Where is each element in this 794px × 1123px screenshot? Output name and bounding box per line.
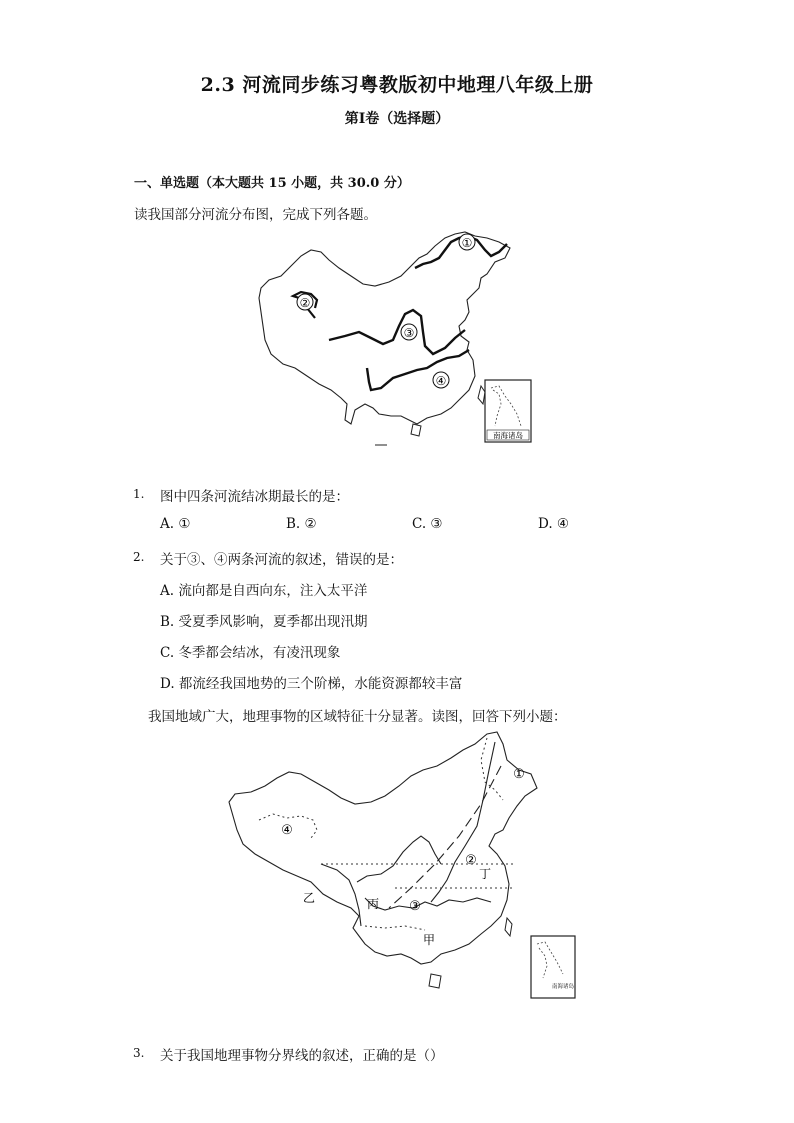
china-outline-2 (229, 732, 537, 964)
intro-text-2: 我国地域广大，地理事物的区域特征十分显著。读图，回答下列小题： (148, 709, 567, 725)
map2-label-jia: 甲 (422, 933, 436, 947)
q3-number: 3. (133, 1046, 145, 1060)
q2-text: 关于③、④两条河流的叙述，错误的是： (160, 552, 403, 568)
taiwan-island-2 (505, 918, 512, 936)
document-title: 2.3 河流同步练习粤教版初中地理八年级上册 (200, 74, 594, 96)
q1-option-b[interactable]: B. ② (286, 516, 317, 532)
q1-option-c[interactable]: C. ③ (412, 516, 443, 532)
river-4 (367, 350, 469, 390)
q3-text: 关于我国地理事物分界线的叙述，正确的是（） (160, 1048, 444, 1064)
q1-number: 1. (133, 487, 145, 501)
q2-number: 2. (133, 550, 145, 564)
map2-label-bing: 丙 (366, 897, 380, 911)
q1-option-d[interactable]: D. ④ (538, 516, 570, 532)
china-rivers-map (255, 228, 545, 453)
map1-label-4: ④ (435, 374, 447, 388)
hainan-island (411, 424, 421, 436)
map2-label-2: ② (465, 853, 477, 868)
map1-inset-label: 南海诸岛 (493, 431, 523, 440)
hainan-island-2 (429, 974, 441, 988)
q2-option-d[interactable]: D. 都流经我国地势的三个阶梯，水能资源都较丰富 (160, 676, 463, 692)
map2-label-ding: 丁 (478, 867, 492, 881)
china-outline (259, 232, 510, 424)
map2-inset-label: 南海诸岛 (551, 984, 575, 990)
south-china-sea-inset-2 (531, 936, 575, 998)
map1-label-3: ③ (403, 326, 415, 340)
intro-text-1: 读我国部分河流分布图，完成下列各题。 (134, 207, 377, 223)
china-regions-map (225, 730, 585, 1005)
map2-label-4: ④ (281, 823, 293, 838)
map1-label-1: ① (461, 236, 473, 250)
q2-option-a[interactable]: A. 流向都是自西向东，注入太平洋 (160, 583, 368, 599)
south-china-sea-inset (485, 380, 531, 442)
q1-text: 图中四条河流结冰期最长的是： (160, 489, 349, 505)
section-heading: 一、单选题（本大题共 15 小题，共 30.0 分） (134, 176, 410, 191)
map1-label-2: ② (299, 296, 311, 310)
map2-label-3: ③ (409, 899, 421, 914)
map2-label-1: ① (513, 767, 525, 782)
river-3 (329, 310, 465, 354)
taiwan-island (478, 386, 485, 404)
document-subtitle: 第Ⅰ卷（选择题） (344, 111, 450, 127)
map2-label-yi: 乙 (302, 891, 316, 905)
q1-option-a[interactable]: A. ① (160, 516, 191, 532)
q2-option-c[interactable]: C. 冬季都会结冰，有凌汛现象 (160, 645, 341, 661)
q2-option-b[interactable]: B. 受夏季风影响，夏季都出现汛期 (160, 614, 368, 630)
